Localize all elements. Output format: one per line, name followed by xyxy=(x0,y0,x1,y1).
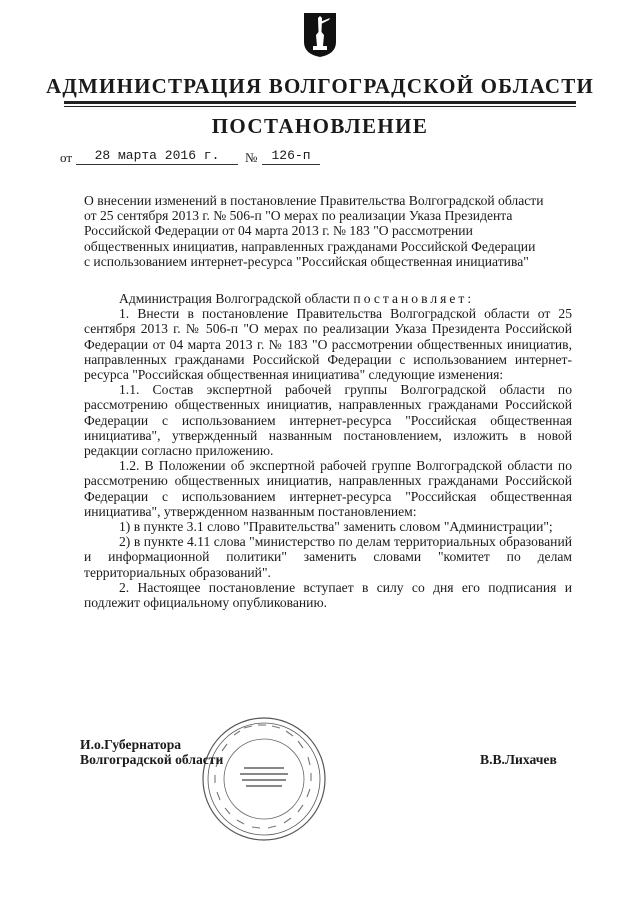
intro-paragraph xyxy=(84,291,572,306)
subject-line: от 25 сентября 2013 г. № 506-п "О мерах по реализации Указа Президента xyxy=(84,208,513,224)
clause-1-2-item-1: 1) в пункте 3.1 слово "Правительства" заменить словом "Администрации"; xyxy=(119,519,553,535)
official-stamp xyxy=(200,715,328,843)
date-underline xyxy=(76,164,238,165)
header-rule-thick xyxy=(64,101,576,104)
clause-2: 2. Настоящее постановление вступает в силу со дня его подписания и подлежит официальному опубликованию. xyxy=(84,579,572,611)
subject-line: О внесении изменений в постановление Правительства Волгоградской области xyxy=(84,193,544,208)
clause-1-2: 1.2. В Положении об экспертной рабочей группе Волгоградской области по рассмотрению общественных инициатив, направленных гражданами Российской Федерации с использованием интернет-ресурса "Российская общественная инициатива", утвержденном названным постановлением: xyxy=(84,458,572,519)
intro-text: Администрация Волгоградской области xyxy=(119,291,351,306)
document-subject xyxy=(84,193,584,269)
header-rule-thin xyxy=(64,106,576,107)
organization-title: АДМИНИСТРАЦИЯ ВОЛГОГРАДСКОЙ ОБЛАСТИ xyxy=(46,74,594,98)
subject-line: Российской Федерации от 04 марта 2013 г. № 183 "О рассмотрении xyxy=(84,223,473,239)
document-date: 28 марта 2016 г. xyxy=(94,148,220,163)
number-underline xyxy=(262,164,320,165)
signatory-position-line-2: Волгоградской области xyxy=(80,752,224,767)
subject-line: общественных инициатив, направленных гражданами Российской Федерации xyxy=(84,238,536,254)
clause-1-1: 1.1. Состав экспертной рабочей группы Волгоградской области по рассмотрению общественных инициатив, направленных гражданами Российской Федерации с использованием интернет-ресурса "Российская общественная инициатива", утвержденный названным постановлением, изложить в новой редакции согласно приложению. xyxy=(84,382,572,459)
clause-1-2-item-2: 2) в пункте 4.11 слова "министерство по делам территориальных образований и информационной политики" заменить словами "комитет по делам территориальных образований". xyxy=(84,534,572,580)
signatory-position xyxy=(80,737,223,767)
number-prefix: № xyxy=(245,150,258,165)
subject-line: с использованием интернет-ресурса "Российская общественная инициатива" xyxy=(84,253,529,269)
document-number: 126-п xyxy=(271,148,311,163)
intro-keyword: постановляет: xyxy=(353,291,475,306)
signatory-position-line-1: И.о.Губернатора xyxy=(80,737,182,752)
coat-of-arms-emblem xyxy=(303,12,337,58)
date-prefix: от xyxy=(60,150,73,165)
clause-1: 1. Внести в постановление Правительства Волгоградской области от 25 сентября 2013 г. № 506-п "О мерах по реализации Указа Президента Российской Федерации от 04 марта 2013 г. № 183 "О рассмотрении общественных инициатив, направленных гражданами Российской Федерации с использованием интернет-ресурса "Российская общественная инициатива" следующие изменения: xyxy=(84,306,572,383)
document-body xyxy=(84,291,572,610)
signatory-name: В.В.Лихачев xyxy=(480,752,557,767)
document-type-title: ПОСТАНОВЛЕНИЕ xyxy=(211,114,429,138)
